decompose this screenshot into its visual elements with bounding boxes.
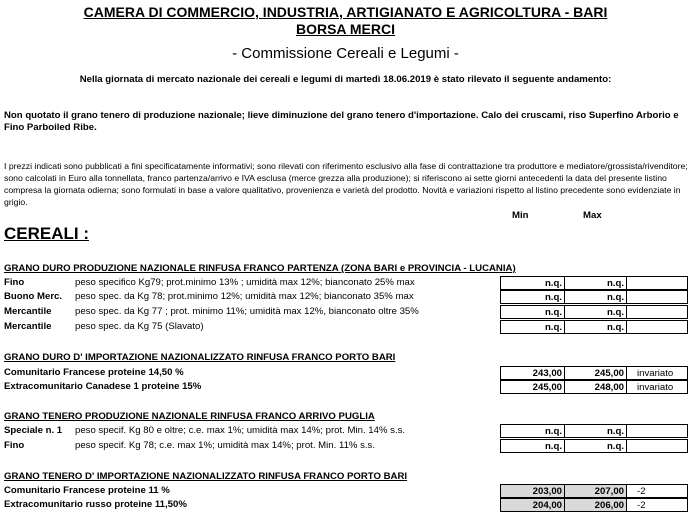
max-price-cell: 207,00 [564,484,626,498]
max-price-cell: n.q. [564,424,626,438]
min-price-cell: 243,00 [500,366,564,380]
table-row [0,320,691,335]
table-row [0,276,691,291]
section-title: GRANO DURO PRODUZIONE NAZIONALE RINFUSA FRANCO PARTENZA (ZONA BARI e PROVINCIA - LUCANIA) [4,263,516,274]
table-row [0,484,691,499]
variation-cell: -2 [626,484,688,498]
row-label: Buono Merc. [4,291,63,302]
variation-cell [626,424,688,438]
min-price-cell: n.q. [500,305,564,319]
variation-cell: invariato [626,366,688,380]
table-row [0,305,691,320]
row-label: Extracomunitario russo proteine 11,50% [4,499,187,510]
table-row [0,424,691,439]
market-summary: Non quotato il grano tenero di produzione nazionale; lieve diminuzione del grano tenero d'importazione. Calo dei cruscami, riso Superfino Arborio e Fino Parboiled Ribe. [4,110,679,133]
row-description: peso spec. da Kg 75 (Slavato) [75,321,204,332]
row-description: peso specifico Kg79; prot.minimo 13% ; umidità max 12%; bianconato 25% max [75,277,415,288]
min-price-cell: n.q. [500,290,564,304]
min-price-cell: 204,00 [500,498,564,512]
max-price-cell: n.q. [564,320,626,334]
min-price-cell: n.q. [500,439,564,453]
row-label: Comunitario Francese proteine 14,50 % [4,367,184,378]
row-description: peso specif. Kg 78; c.e. max 1%; umidità max 14%; prot. Min. 11% s.s. [75,440,376,451]
variation-cell [626,290,688,304]
table-row [0,380,691,395]
header-borsa-merci: BORSA MERCI [295,21,396,37]
min-price-cell: n.q. [500,424,564,438]
max-price-cell: 245,00 [564,366,626,380]
variation-cell [626,276,688,290]
variation-cell [626,439,688,453]
min-price-cell: n.q. [500,320,564,334]
variation-cell: -2 [626,498,688,512]
section-title: GRANO TENERO PRODUZIONE NAZIONALE RINFUSA FRANCO ARRIVO PUGLIA [4,411,375,422]
min-price-cell: 245,00 [500,380,564,394]
row-label: Mercantile [4,306,52,317]
min-price-cell: 203,00 [500,484,564,498]
row-description: peso spec. da Kg 77 ; prot. minimo 11%; umidità max 12%, bianconato oltre 35% [75,306,419,317]
table-row [0,439,691,454]
max-price-cell: n.q. [564,439,626,453]
row-label: Comunitario Francese proteine 11 % [4,485,170,496]
row-label: Extracomunitario Canadese 1 proteine 15% [4,381,202,392]
column-header-max: Max [583,210,602,221]
disclaimer-text: I prezzi indicati sono pubblicati a fini specificatamente informativi; sono rilevati con riferimento esclusivo alla fase di contrattazione tra produttore e mediatore/grossista/rivenditore; sono calcolati in Euro alla tonnellata, franco partenza/arrivo e IVA esclusa (merce grezza alla produzione); si riferiscono ai sette giorni antecedenti la data del presente listino compresa la giornata odierna; sono formulati in base a valore qualitativo, provenienza e varietà del prodotto. Novità e variazioni rispetto al listino precedente sono evidenziate in grigio. [4,161,688,207]
row-description: peso spec. da Kg 78; prot.minimo 12%; umidità max 12%; bianconato 35% max [75,291,414,302]
row-label: Fino [4,277,25,288]
variation-cell [626,305,688,319]
max-price-cell: n.q. [564,305,626,319]
max-price-cell: 206,00 [564,498,626,512]
row-label: Speciale n. 1 [4,425,63,436]
table-row [0,498,691,513]
max-price-cell: 248,00 [564,380,626,394]
section-title: GRANO DURO D' IMPORTAZIONE NAZIONALIZZATO RINFUSA FRANCO PORTO BARI [4,352,396,363]
table-row [0,290,691,305]
variation-cell: invariato [626,380,688,394]
section-title: GRANO TENERO D' IMPORTAZIONE NAZIONALIZZATO RINFUSA FRANCO PORTO BARI [4,471,408,482]
table-row [0,366,691,381]
row-description: peso specif. Kg 80 e oltre; c.e. max 1%; umidità max 14%; prot. Min. 14% s.s. [75,425,406,436]
max-price-cell: n.q. [564,290,626,304]
variation-cell [626,320,688,334]
header-chamber-title: CAMERA DI COMMERCIO, INDUSTRIA, ARTIGIANATO E AGRICOLTURA - BARI [83,4,608,20]
header-commission: - Commissione Cereali e Legumi - [232,45,459,62]
row-label: Fino [4,440,25,451]
cereali-title: CEREALI : [4,224,89,243]
row-label: Mercantile [4,321,52,332]
max-price-cell: n.q. [564,276,626,290]
column-header-min: Min [512,210,529,221]
min-price-cell: n.q. [500,276,564,290]
intro-text: Nella giornata di mercato nazionale dei cereali e legumi di martedì 18.06.2019 è stato rilevato il seguente andamento: [79,74,612,85]
